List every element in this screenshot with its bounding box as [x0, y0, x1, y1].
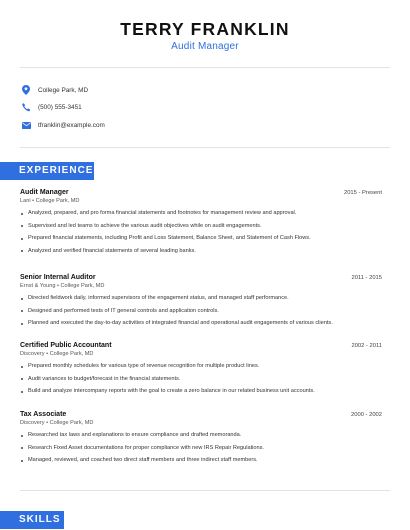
job-title-headline: Audit Manager	[171, 41, 239, 52]
phone-text[interactable]: (500) 555-3451	[38, 103, 82, 111]
list-item: Analyzed, prepared, and pro forma financial statements and footnotes for management review and approval.	[20, 210, 382, 223]
divider	[20, 67, 390, 68]
list-item: Supervised and led teams to achieve the various audit objectives while on audit engagements.	[20, 223, 382, 236]
list-item: Managed, reviewed, and coached two direct staff members and three indirect staff members.	[20, 457, 382, 470]
applicant-name: TERRY FRANKLIN	[120, 19, 290, 39]
divider	[20, 147, 390, 148]
contact-location	[20, 84, 88, 96]
job-entry	[20, 411, 382, 470]
email-text[interactable]: tfranklin@example.com	[38, 121, 105, 129]
job-title: Certified Public Accountant	[20, 342, 112, 349]
list-item: Build and analyze intercompany reports with the goal to create a zero balance in our related business unit accounts.	[20, 388, 382, 401]
list-item: Analyzed and verified financial statements of several leading banks.	[20, 248, 382, 261]
job-company: Ernst & Young • College Park, MD	[20, 283, 105, 289]
job-title: Senior Internal Auditor	[20, 274, 96, 281]
contact-phone	[20, 101, 82, 113]
list-item: Audit variances to budget/forecast in the financial statements.	[20, 376, 382, 389]
email-icon	[20, 119, 32, 131]
location-text: College Park, MD	[38, 86, 89, 94]
job-entry	[20, 189, 382, 260]
job-title: Tax Associate	[20, 411, 67, 418]
list-item: Research Fixed Asset documentations for proper compliance with new IRS Repair Regulations.	[20, 445, 382, 458]
job-dates: 2011 - 2015	[351, 275, 382, 281]
list-item: Planned and executed the day-to-day activities of integrated financial and operational audit engagements of various clients.	[20, 320, 382, 333]
job-entry	[20, 342, 382, 401]
list-item: Prepared financial statements, including Profit and Loss Statement, Balance Sheet, and Statement of Cash Flows.	[20, 235, 382, 248]
experience-section-header: EXPERIENCE	[0, 162, 94, 180]
phone-icon	[20, 101, 32, 113]
contact-email	[20, 119, 105, 131]
job-company: Lani • College Park, MD	[20, 198, 80, 204]
job-dates: 2002 - 2011	[351, 343, 382, 349]
list-item: Directed fieldwork daily, informed supervisors of the engagement status, and managed staff performance.	[20, 295, 382, 308]
job-dates: 2000 - 2002	[351, 412, 382, 418]
job-company: Discovery • College Park, MD	[20, 351, 94, 357]
divider	[20, 490, 390, 491]
list-item: Researched tax laws and explanations to ensure compliance and drafted memoranda.	[20, 432, 382, 445]
map-pin-icon	[20, 84, 32, 96]
list-item: Designed and performed tests of IT general controls and application controls.	[20, 308, 382, 321]
job-company: Discovery • College Park, MD	[20, 420, 94, 426]
job-dates: 2015 - Present	[343, 190, 382, 196]
skills-section-header: SKILLS	[0, 511, 64, 529]
job-title: Audit Manager	[20, 189, 69, 196]
job-entry	[20, 274, 382, 333]
list-item: Prepared monthly schedules for various type of revenue recognition for multiple product lines.	[20, 363, 382, 376]
